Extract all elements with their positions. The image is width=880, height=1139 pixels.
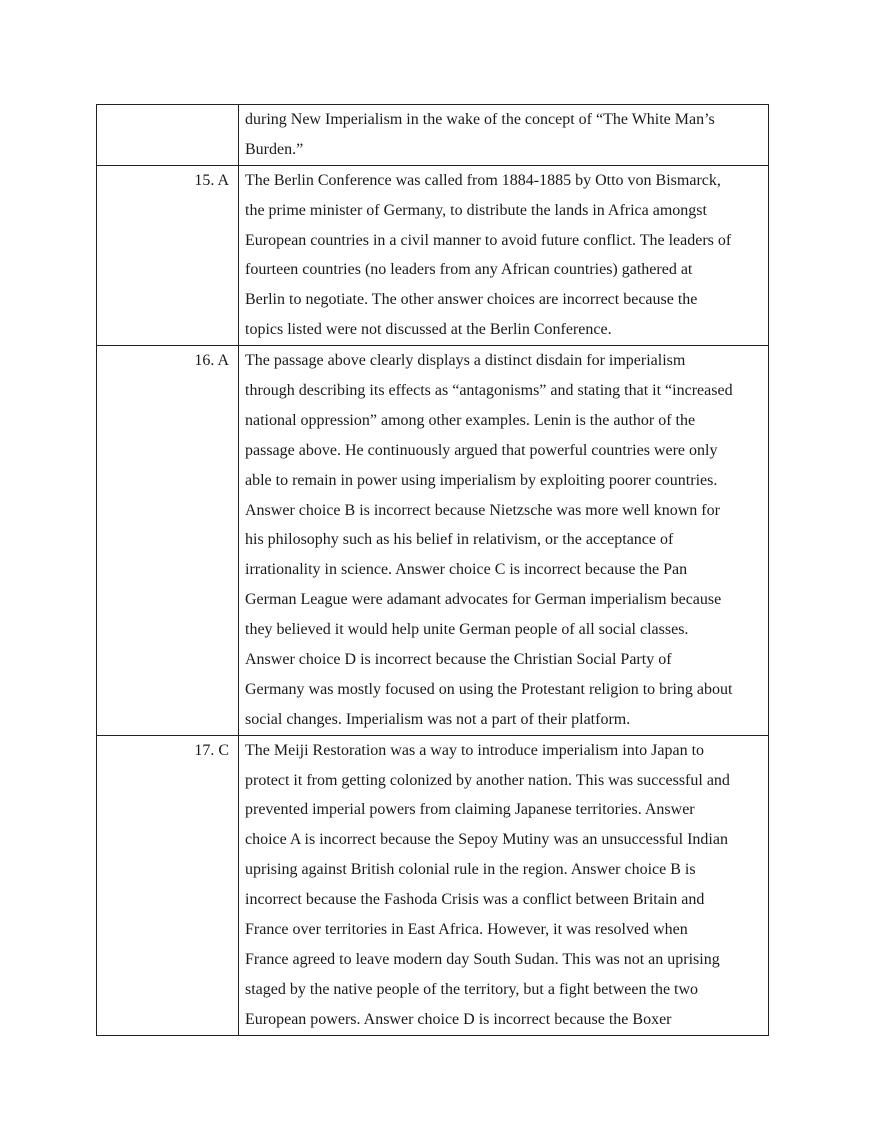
- explanation-line: passage above. He continuously argued that powerful countries were only: [245, 441, 718, 459]
- explanation-line: European powers. Answer choice D is incorrect because the Boxer: [245, 1010, 672, 1028]
- explanation-line: the prime minister of Germany, to distribute the lands in Africa amongst: [245, 201, 707, 219]
- explanation-line: Answer choice D is incorrect because the Christian Social Party of: [245, 651, 672, 669]
- explanation-line: fourteen countries (no leaders from any African countries) gathered at: [245, 261, 693, 279]
- explanation-line: topics listed were not discussed at the Berlin Conference.: [245, 321, 612, 339]
- explanation-line: incorrect because the Fashoda Crisis was a conflict between Britain and: [245, 891, 705, 909]
- explanation-line: German League were adamant advocates for German imperialism because: [245, 591, 722, 609]
- explanation-line: irrationality in science. Answer choice C is incorrect because the Pan: [245, 561, 688, 579]
- explanation-line: prevented imperial powers from claiming Japanese territories. Answer: [245, 801, 695, 819]
- explanation-line: France over territories in East Africa. However, it was resolved when: [245, 921, 688, 939]
- answer-row: [97, 346, 769, 736]
- explanation-line: The passage above clearly displays a distinct disdain for imperialism: [245, 352, 686, 370]
- answer-label: 16. A: [97, 346, 239, 736]
- answer-label: 17. C: [97, 735, 239, 1035]
- explanation-line: Answer choice B is incorrect because Nietzsche was more well known for: [245, 501, 720, 519]
- explanation-line: they believed it would help unite German people of all social classes.: [245, 621, 689, 639]
- answer-row: [97, 105, 769, 166]
- explanation-cell: [239, 165, 769, 345]
- explanation-line: Germany was mostly focused on using the Protestant religion to bring about: [245, 680, 733, 698]
- explanation-line: European countries in a civil manner to avoid future conflict. The leaders of: [245, 231, 732, 249]
- explanation-line: through describing its effects as “antagonisms” and stating that it “increased: [245, 382, 733, 400]
- explanation-line: during New Imperialism in the wake of the concept of “The White Man’s: [245, 111, 715, 128]
- explanation-line: able to remain in power using imperialism by exploiting poorer countries.: [245, 471, 718, 489]
- explanation-line: The Berlin Conference was called from 1884-1885 by Otto von Bismarck,: [245, 171, 721, 189]
- explanation-line: choice A is incorrect because the Sepoy Mutiny was an unsuccessful Indian: [245, 831, 728, 849]
- answer-label: [97, 105, 239, 166]
- explanation-line: national oppression” among other examples. Lenin is the author of the: [245, 411, 696, 429]
- explanation-cell: [239, 105, 769, 166]
- explanation-line: France agreed to leave modern day South Sudan. This was not an uprising: [245, 950, 720, 968]
- explanation-cell: [239, 346, 769, 736]
- answer-row: [97, 735, 769, 1035]
- answer-table: [96, 104, 769, 1036]
- explanation-line: his philosophy such as his belief in relativism, or the acceptance of: [245, 531, 674, 549]
- explanation-line: uprising against British colonial rule in the region. Answer choice B is: [245, 861, 696, 879]
- explanation-line: Burden.”: [245, 140, 304, 158]
- answer-row: [97, 165, 769, 345]
- explanation-cell: [239, 735, 769, 1035]
- explanation-line: social changes. Imperialism was not a part of their platform.: [245, 710, 631, 728]
- explanation-line: The Meiji Restoration was a way to introduce imperialism into Japan to: [245, 741, 705, 759]
- explanation-line: staged by the native people of the territory, but a fight between the two: [245, 980, 699, 998]
- explanation-line: protect it from getting colonized by another nation. This was successful and: [245, 771, 730, 789]
- answer-label: 15. A: [97, 165, 239, 345]
- explanation-line: Berlin to negotiate. The other answer choices are incorrect because the: [245, 291, 698, 309]
